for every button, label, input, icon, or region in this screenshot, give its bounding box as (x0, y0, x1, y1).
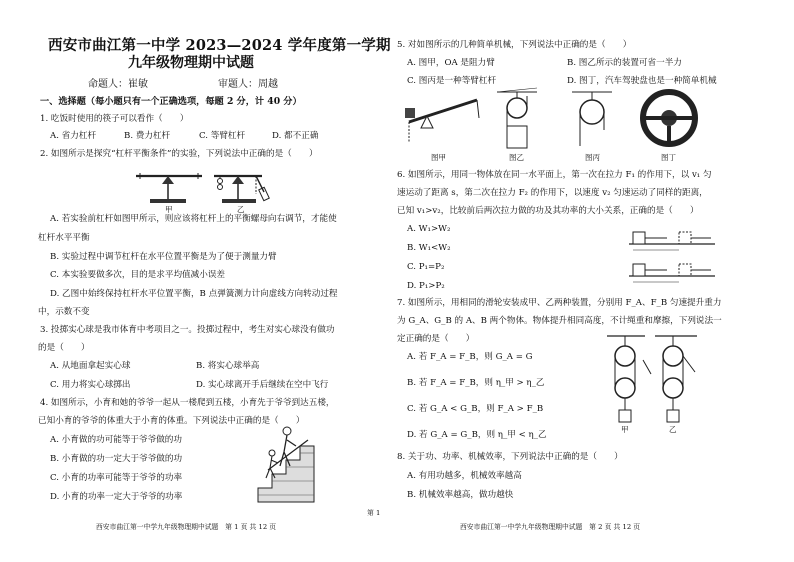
q5-fig-label-bing: 图丙 (585, 153, 600, 162)
q2-option-d-cont: 中，示数不变 (38, 307, 90, 317)
q3-stem: 3. 投掷实心球是我市体育中考项目之一。投掷过程中，考生对实心球没有做功 (40, 325, 335, 335)
setter: 命题人：崔敏 (88, 79, 148, 90)
q2-option-a-cont: 杠杆水平平衡 (38, 233, 90, 243)
q6-option-b: B. W₁<W₂ (407, 243, 451, 253)
q2-option-a: A. 若实验前杠杆如图甲所示，则应该将杠杆上的平衡螺母向右调节，才能使 (50, 214, 337, 224)
q5-option-a: A. 图甲，OA 是阻力臂 (407, 58, 495, 68)
q8-option-b: B. 机械效率越高，做功越快 (407, 490, 514, 500)
q6-line-1: 6. 如图所示，用同一物体放在同一水平面上，第一次在拉力 F₁ 的作用下，以 v₁ 匀 (397, 170, 712, 180)
q2-fig-label-yi: 乙 (237, 205, 245, 214)
q5-fig-label-jia: 图甲 (431, 153, 446, 162)
q1-option-b: B. 费力杠杆 (124, 131, 171, 141)
q3-option-a: A. 从地面拿起实心球 (50, 361, 131, 371)
exam-subtitle: 九年级物理期中试题 (128, 55, 254, 71)
q7-fig-label-jia: 甲 (621, 425, 629, 434)
q7-fig-label-yi: 乙 (669, 425, 677, 434)
q4-option-b: B. 小育做的功一定大于爷爷做的功 (50, 454, 183, 464)
right-page (397, 0, 794, 562)
q2-option-b: B. 实验过程中调节杠杆在水平位置平衡是为了便于测量力臂 (50, 252, 277, 262)
q2-option-d: D. 乙图中始终保持杠杆水平位置平衡，B 点弹簧测力计向虚线方向转动过程 (50, 289, 338, 299)
q7-line-3: 定正确的是（ ） (397, 334, 475, 344)
footer-right: 西安市曲江第一中学九年级物理期中试题 第 2 页 共 12 页 (460, 523, 641, 531)
exam-title: 西安市曲江第一中学 2023—2024 学年度第一学期 (48, 37, 391, 54)
center-page-number: 第 1 (367, 509, 381, 517)
q5-fig-label-yi: 图乙 (509, 153, 524, 162)
q3-option-c: C. 用力将实心球掷出 (50, 380, 131, 390)
q5-option-d: D. 图丁，汽车驾驶盘也是一种简单机械 (567, 76, 717, 86)
q3-option-d: D. 实心球离开手后继续在空中飞行 (196, 380, 329, 390)
q7-option-d: D. 若 G_A = G_B，则 η_甲 < η_乙 (407, 430, 547, 440)
q5-stem: 5. 对如图所示的几种简单机械，下列说法中正确的是（ ） (397, 40, 632, 50)
q6-option-d: D. P₁>P₂ (407, 281, 445, 291)
q7-option-b: B. 若 F_A = F_B，则 η_甲 > η_乙 (407, 378, 545, 388)
q5-fig-label-ding: 图丁 (661, 153, 676, 162)
q3-stem-cont: 的是（ ） (38, 343, 90, 353)
q8-option-a: A. 有用功越多，机械效率越高 (407, 471, 522, 481)
footer-left: 西安市曲江第一中学九年级物理期中试题 第 1 页 共 12 页 (96, 523, 277, 531)
q4-stem: 4. 如图所示，小育和她的爷爷一起从一楼爬到五楼，小育先于爷爷到达五楼， (40, 398, 335, 408)
reviewer: 审题人：周越 (218, 79, 278, 90)
q1-option-a: A. 省力杠杆 (50, 131, 97, 141)
q1-option-c: C. 等臂杠杆 (199, 131, 246, 141)
q1-option-d: D. 都不正确 (272, 131, 319, 141)
q7-option-a: A. 若 F_A = F_B，则 G_A = G (407, 352, 533, 362)
q7-line-2: 为 G_A、G_B 的 A、B 两个物体。物体提升相同高度，不计绳重和摩擦，下列说法一 (397, 316, 722, 326)
q5-option-c: C. 图丙是一种等臂杠杆 (407, 76, 497, 86)
q6-line-2: 速运动了距离 s，第二次在拉力 F₂ 的作用下，以速度 v₂ 匀速运动了同样的距离， (397, 188, 708, 198)
q7-option-c: C. 若 G_A < G_B，则 F_A > F_B (407, 404, 544, 414)
q4-option-a: A. 小育做的功可能等于爷爷做的功 (50, 435, 182, 445)
q4-option-d: D. 小育的功率一定大于爷爷的功率 (50, 492, 183, 502)
q3-option-b: B. 将实心球举高 (196, 361, 260, 371)
q2-stem: 2. 如图所示是探究“杠杆平衡条件”的实验，下列说法中正确的是（ ） (40, 149, 318, 159)
q6-option-a: A. W₁>W₂ (407, 224, 451, 234)
q6-line-3: 已知 v₁>v₂，比较前后两次拉力做的功及其功率的大小关系，正确的是（ ） (397, 206, 699, 216)
q4-option-c: C. 小育的功率可能等于爷爷的功率 (50, 473, 183, 483)
q8-stem: 8. 关于功、功率、机械效率，下列说法中正确的是（ ） (397, 452, 623, 462)
q4-stem-cont: 已知小育的爷爷的体重大于小育的体重。下列说法中正确的是（ ） (38, 416, 305, 426)
q7-line-1: 7. 如图所示，用相同的滑轮安装成甲、乙两种装置，分别用 F_A、F_B 匀速提升重力 (397, 298, 722, 308)
section-heading: 一、选择题（每小题只有一个正确选项，每题 2 分，计 40 分） (40, 96, 302, 107)
q2-fig-label-jia: 甲 (165, 205, 173, 214)
q5-option-b: B. 图乙所示的装置可省一半力 (567, 58, 682, 68)
q6-option-c: C. P₁=P₂ (407, 262, 445, 272)
q2-option-c: C. 本实验要做多次，目的是求平均值减小误差 (50, 270, 226, 280)
q1-stem: 1. 吃饭时使用的筷子可以看作（ ） (40, 114, 189, 124)
